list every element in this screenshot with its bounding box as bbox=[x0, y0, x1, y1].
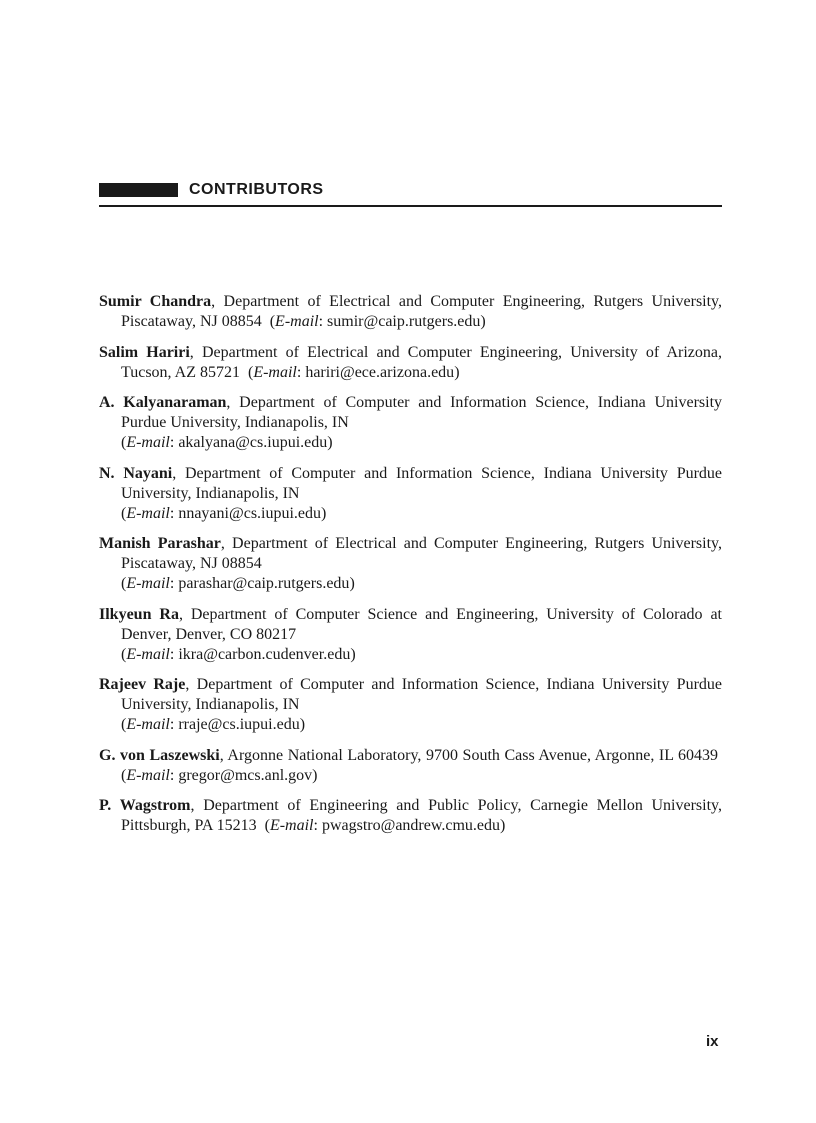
email-label: E-mail bbox=[126, 504, 170, 522]
contributor-name: N. Nayani bbox=[99, 464, 173, 482]
contributor-name: Salim Hariri bbox=[99, 343, 190, 361]
contributor-affiliation: Argonne National Laboratory, 9700 South Cass Avenue, Argonne, IL 60439 bbox=[227, 746, 718, 764]
contributor-affiliation: Department of Electrical and Computer Engineering, Rutgers University, Piscataway, NJ 08854 bbox=[121, 535, 723, 572]
contributor-entry: G. von Laszewski, Argonne National Laboratory, 9700 South Cass Avenue, Argonne, IL 60439 (E-mail: gregor@mcs.anl.gov) bbox=[99, 746, 722, 784]
contributor-name: A. Kalyanaraman bbox=[99, 394, 227, 411]
email-label: E-mail bbox=[126, 434, 170, 451]
contributor-name: Rajeev Raje bbox=[99, 676, 186, 693]
section-heading bbox=[99, 178, 722, 208]
contributor-email: rraje@cs.iupui.edu bbox=[178, 716, 300, 733]
page-number: ix bbox=[706, 1033, 719, 1050]
contributor-entry: Salim Hariri, Department of Electrical and Computer Engineering, University of Arizona, Tucson, AZ 85721 (E-mail: hariri@ece.arizona.edu) bbox=[99, 343, 723, 381]
contributor-affiliation: Department of Engineering and Public Policy, Carnegie Mellon University, Pittsburgh, PA 15213 bbox=[121, 797, 723, 834]
heading-bar bbox=[99, 183, 178, 197]
email-label: E-mail bbox=[275, 313, 319, 330]
email-label: E-mail bbox=[253, 363, 297, 381]
contributor-entry: P. Wagstrom, Department of Engineering and Public Policy, Carnegie Mellon University, Pittsburgh, PA 15213 (E-mail: pwagstro@andrew.cmu.edu) bbox=[99, 797, 723, 834]
contributor-email: ikra@carbon.cudenver.edu bbox=[178, 645, 351, 663]
contributor-email: sumir@caip.rutgers.edu bbox=[327, 313, 481, 330]
contributor-email: parashar@caip.rutgers.edu bbox=[178, 575, 350, 592]
contributor-email: hariri@ece.arizona.edu bbox=[305, 363, 455, 381]
contributor-name: P. Wagstrom bbox=[99, 797, 191, 814]
contributor-affiliation: Department of Computer and Information Science, Indiana University Purdue University, Indianapolis, IN bbox=[121, 676, 723, 713]
contributor-name: G. von Laszewski bbox=[99, 746, 220, 764]
contributor-affiliation: Department of Electrical and Computer Engineering, University of Arizona, Tucson, AZ 85721 bbox=[121, 343, 723, 381]
email-label: E-mail bbox=[126, 645, 170, 663]
email-label: E-mail bbox=[126, 716, 170, 733]
contributor-entry: N. Nayani, Department of Computer and Information Science, Indiana University Purdue University, Indianapolis, IN (E-mail: nnayani@cs.iupui.edu) bbox=[99, 464, 723, 522]
contributor-affiliation: Department of Electrical and Computer Engineering, Rutgers University, Piscataway, NJ 08854 bbox=[121, 293, 723, 330]
contributor-affiliation: Department of Computer Science and Engineering, University of Colorado at Denver, Denver, CO 80217 bbox=[121, 605, 723, 643]
page-title: CONTRIBUTORS bbox=[189, 181, 324, 198]
email-label: E-mail bbox=[126, 766, 170, 784]
contributor-affiliation: Department of Computer and Information Science, Indiana University Purdue University, Indianapolis, IN bbox=[121, 464, 723, 502]
contributor-email: gregor@mcs.anl.gov bbox=[178, 766, 313, 784]
contributor-name: Ilkyeun Ra bbox=[99, 605, 179, 623]
contributor-name: Manish Parashar bbox=[99, 535, 221, 552]
contributor-name: Sumir Chandra bbox=[99, 293, 212, 310]
email-label: E-mail bbox=[126, 575, 170, 592]
contributor-affiliation: Department of Computer and Information Science, Indiana University Purdue University, Indianapolis, IN bbox=[121, 394, 723, 431]
contributor-entry: Sumir Chandra, Department of Electrical and Computer Engineering, Rutgers University, Piscataway, NJ 08854 (E-mail: sumir@caip.rutgers.edu) bbox=[99, 293, 723, 330]
contributor-entry: A. Kalyanaraman, Department of Computer and Information Science, Indiana University Purdue University, Indianapolis, IN (E-mail: akalyana@cs.iupui.edu) bbox=[99, 394, 723, 451]
heading-rule bbox=[99, 205, 722, 207]
contributor-entry: Rajeev Raje, Department of Computer and Information Science, Indiana University Purdue University, Indianapolis, IN (E-mail: rraje@cs.iupui.edu) bbox=[99, 676, 723, 733]
contributor-entry: Manish Parashar, Department of Electrical and Computer Engineering, Rutgers University, Piscataway, NJ 08854 (E-mail: parashar@caip.rutgers.edu) bbox=[99, 535, 723, 592]
email-label: E-mail bbox=[269, 817, 314, 834]
contributor-entry: Ilkyeun Ra, Department of Computer Science and Engineering, University of Colorado at Denver, Denver, CO 80217 (E-mail: ikra@carbon.cudenver.edu) bbox=[99, 605, 723, 663]
contributor-email: pwagstro@andrew.cmu.edu bbox=[321, 817, 501, 834]
contributor-email: nnayani@cs.iupui.edu bbox=[178, 504, 322, 522]
contributor-email: akalyana@cs.iupui.edu bbox=[178, 434, 328, 451]
contributor-list bbox=[99, 292, 722, 847]
